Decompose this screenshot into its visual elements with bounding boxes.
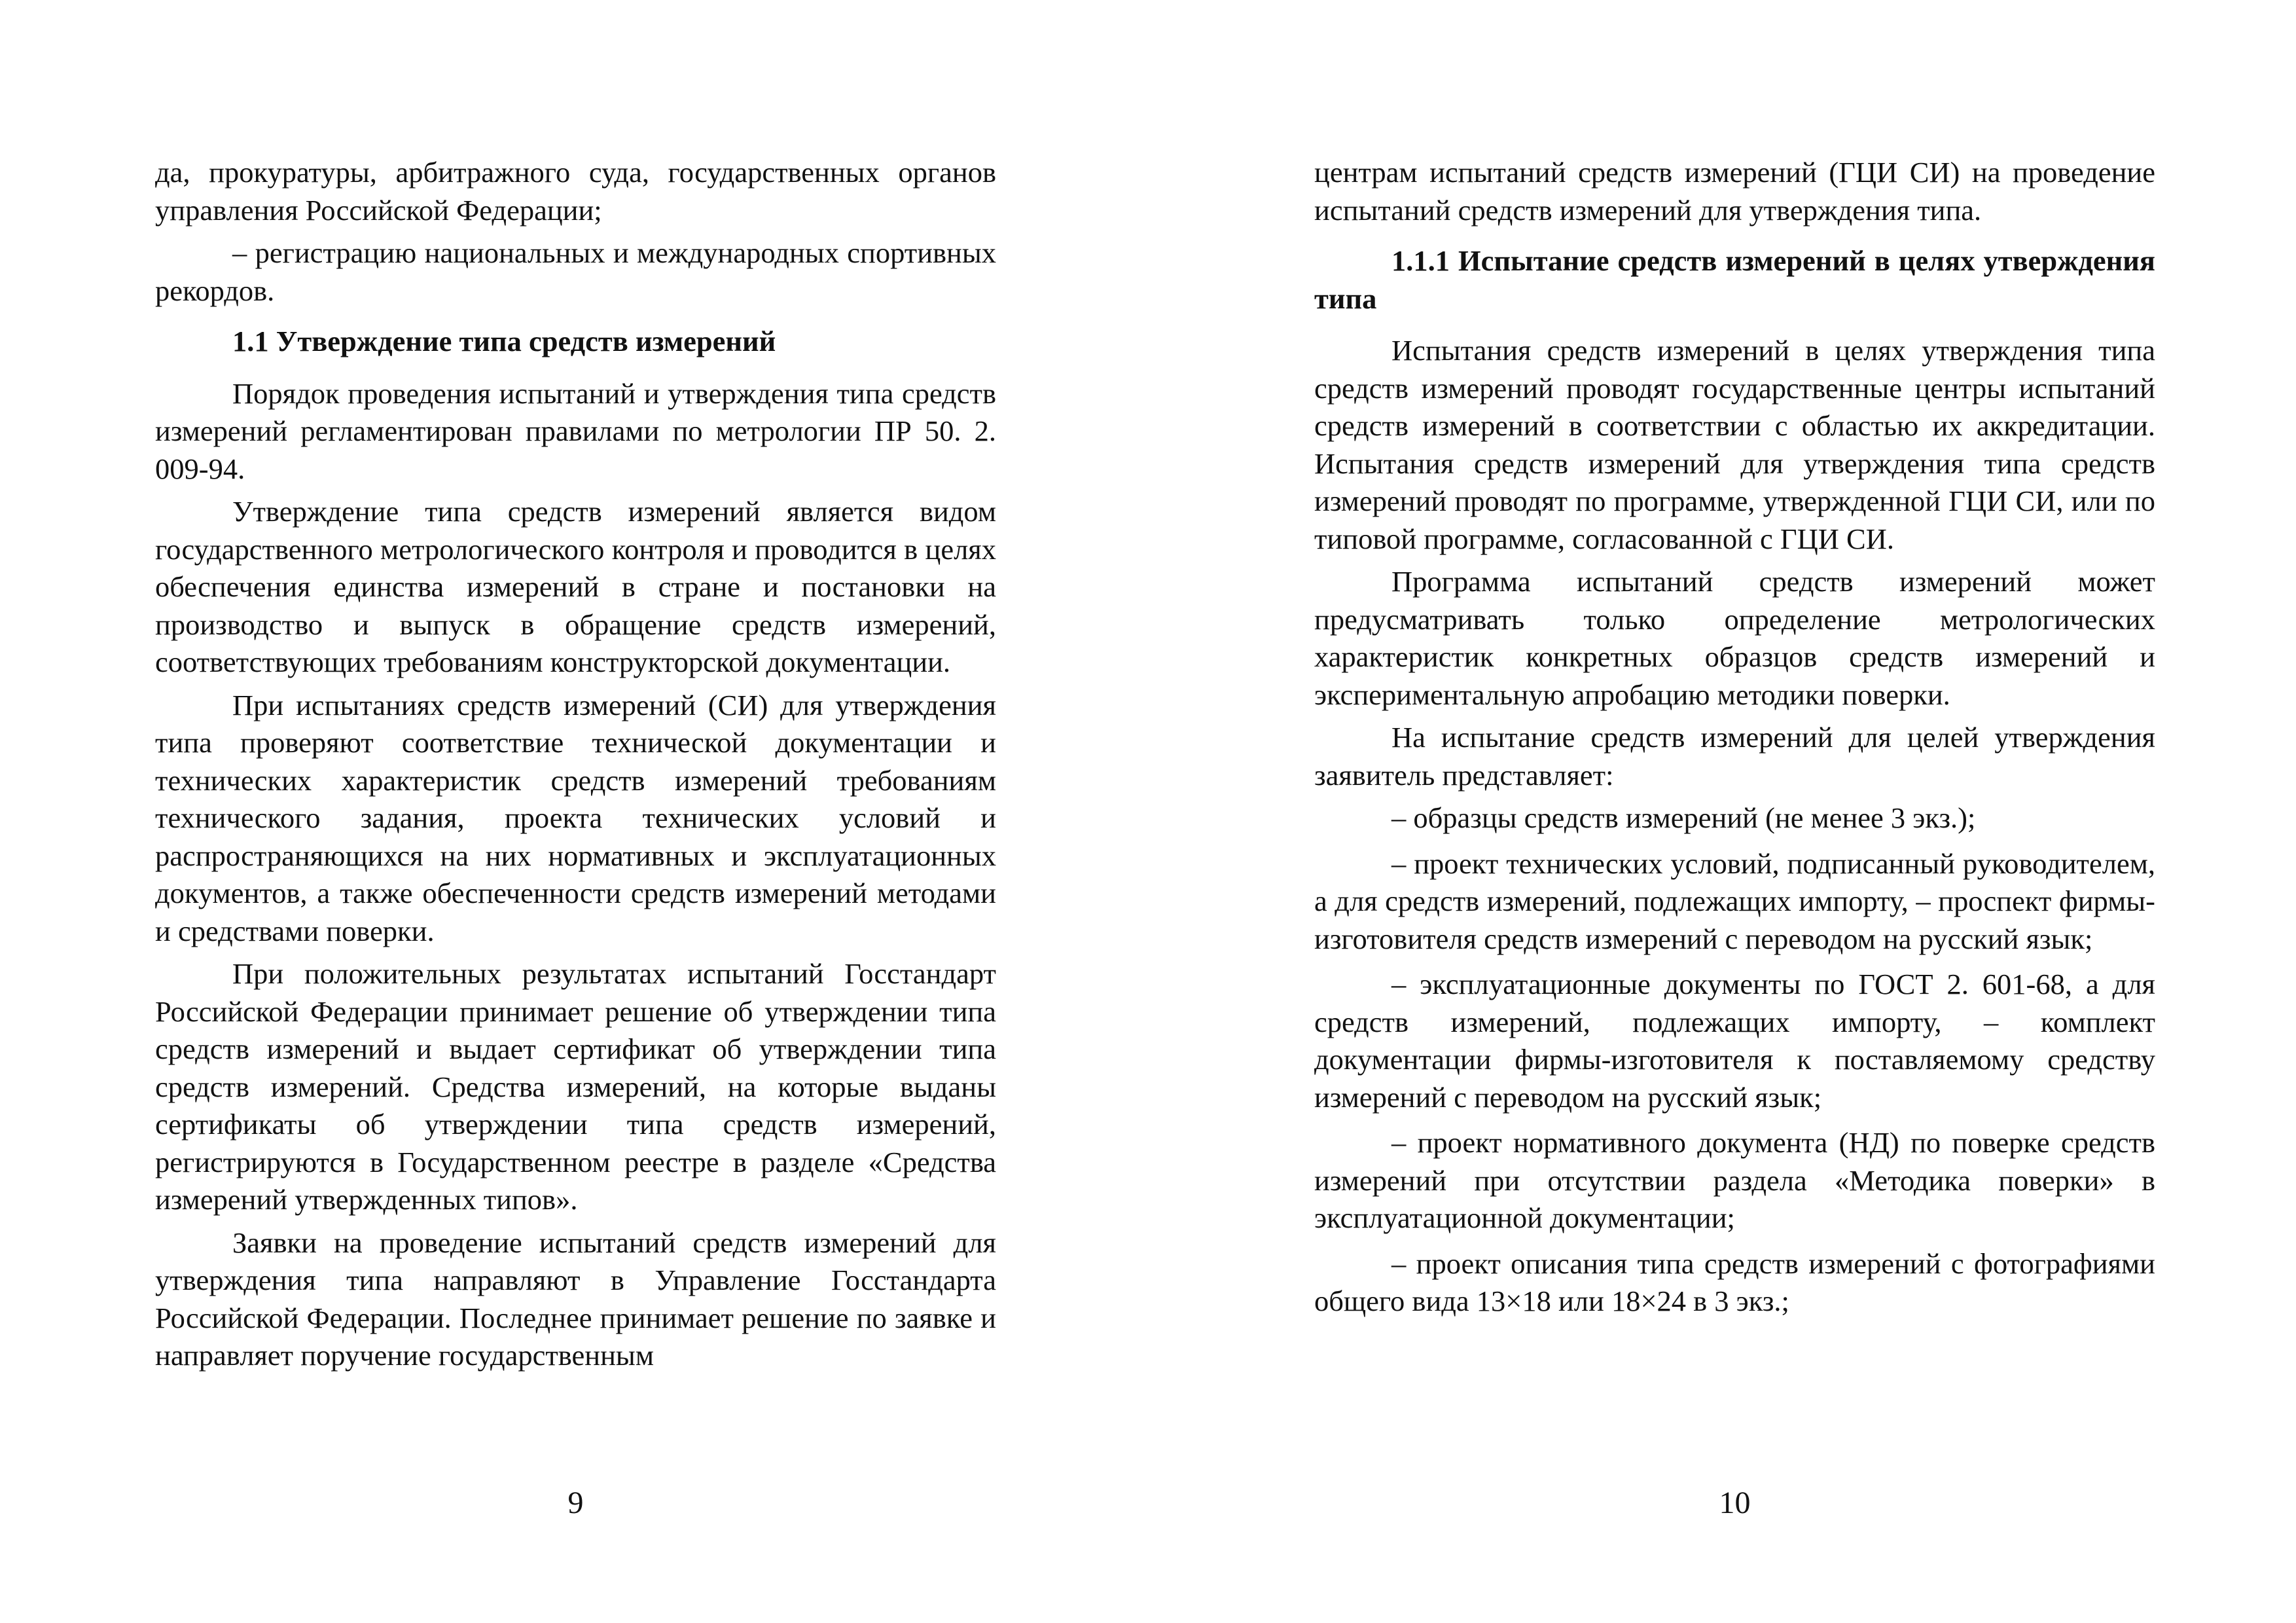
right-page [1148,0,2296,1623]
list-item: – проект нормативного документа (НД) по поверке средств измерений при отсутствии раздела «Методика поверки» в эксплуатационной документации; [1314,1126,2155,1234]
right-page-text [1314,154,2155,1328]
paragraph: Порядок проведения испытаний и утверждения типа средств измерений регламентирован правилами по метрологии ПР 50. 2. 009-94. [155,376,996,485]
paragraph: да, прокуратуры, арбитражного суда, государственных органов управления Российской Федерации; [155,156,996,227]
page-number: 9 [567,1486,584,1520]
left-page-text [155,154,996,1380]
paragraph: Заявки на проведение испытаний средств измерений для утверждения типа направляют в Управление Госстандарта Российской Федерации. Последнее принимает решение по заявке и направляет поручение государственным [155,1226,996,1372]
list-item: – эксплуатационные документы по ГОСТ 2. 601-68, а для средств измерений, подлежащих импорту, – комплект документации фирмы-изготовителя к поставляемому средству измерений с переводом на русский язык; [1314,968,2155,1114]
paragraph: При положительных результатах испытаний Госстандарт Российской Федерации принимает решение об утверждении типа средств измерений и выдает сертификат об утверждении типа средств измерений. Средства измерений, на которые выданы сертификаты об утверждении типа средств измерений, регистрируются в Государственном реестре в разделе «Средства измерений утвержденных типов». [155,957,996,1216]
paragraph: центрам испытаний средств измерений (ГЦИ СИ) на проведение испытаний средств измерений для утверждения типа. [1314,156,2155,227]
paragraph: Испытания средств измерений в целях утверждения типа средств измерений проводят государственные центры испытаний средств измерений в соответствии с областью их аккредитации. Испытания средств измерений для утверждения типа средств измерений проводят по программе, утвержденной ГЦИ СИ, или по типовой программе, согласованной с ГЦИ СИ. [1314,334,2155,555]
paragraph: На испытание средств измерений для целей утверждения заявитель представляет: [1314,721,2155,792]
list-item: – образцы средств измерений (не менее 3 экз.); [1391,801,1976,834]
page-number: 10 [1719,1486,1751,1520]
paragraph: Программа испытаний средств измерений может предусматривать только определение метрологических характеристик конкретных образцов средств измерений и экспериментальную апробацию методики поверки. [1314,565,2155,711]
list-item: – проект описания типа средств измерений с фотографиями общего вида 13×18 или 18×24 в 3 экз.; [1314,1247,2155,1317]
paragraph: При испытаниях средств измерений (СИ) для утверждения типа проверяют соответствие технической документации и технических характеристик средств измерений требованиям технического задания, проекта технических условий и распространяющихся на них нормативных и эксплуатационных документов, а также обеспеченности средств измерений методами и средствами поверки. [155,688,996,947]
paragraph: Утверждение типа средств измерений является видом государственного метрологического контроля и проводится в целях обеспечения единства измерений в стране и постановки на производство и выпуск в обращение средств измерений, соответствующих требованиям конструкторской документации. [155,495,996,678]
subsection-heading: 1.1.1 Испытание средств измерений в целях утверждения типа [1314,244,2155,315]
list-item: – регистрацию национальных и международных спортивных рекордов. [155,236,996,307]
list-item: – проект технических условий, подписанный руководителем, а для средств измерений, подлежащих импорту, – проспект фирмы-изготовителя средств измерений с переводом на русский язык; [1314,847,2155,955]
section-heading: 1.1 Утверждение типа средств измерений [232,325,776,357]
